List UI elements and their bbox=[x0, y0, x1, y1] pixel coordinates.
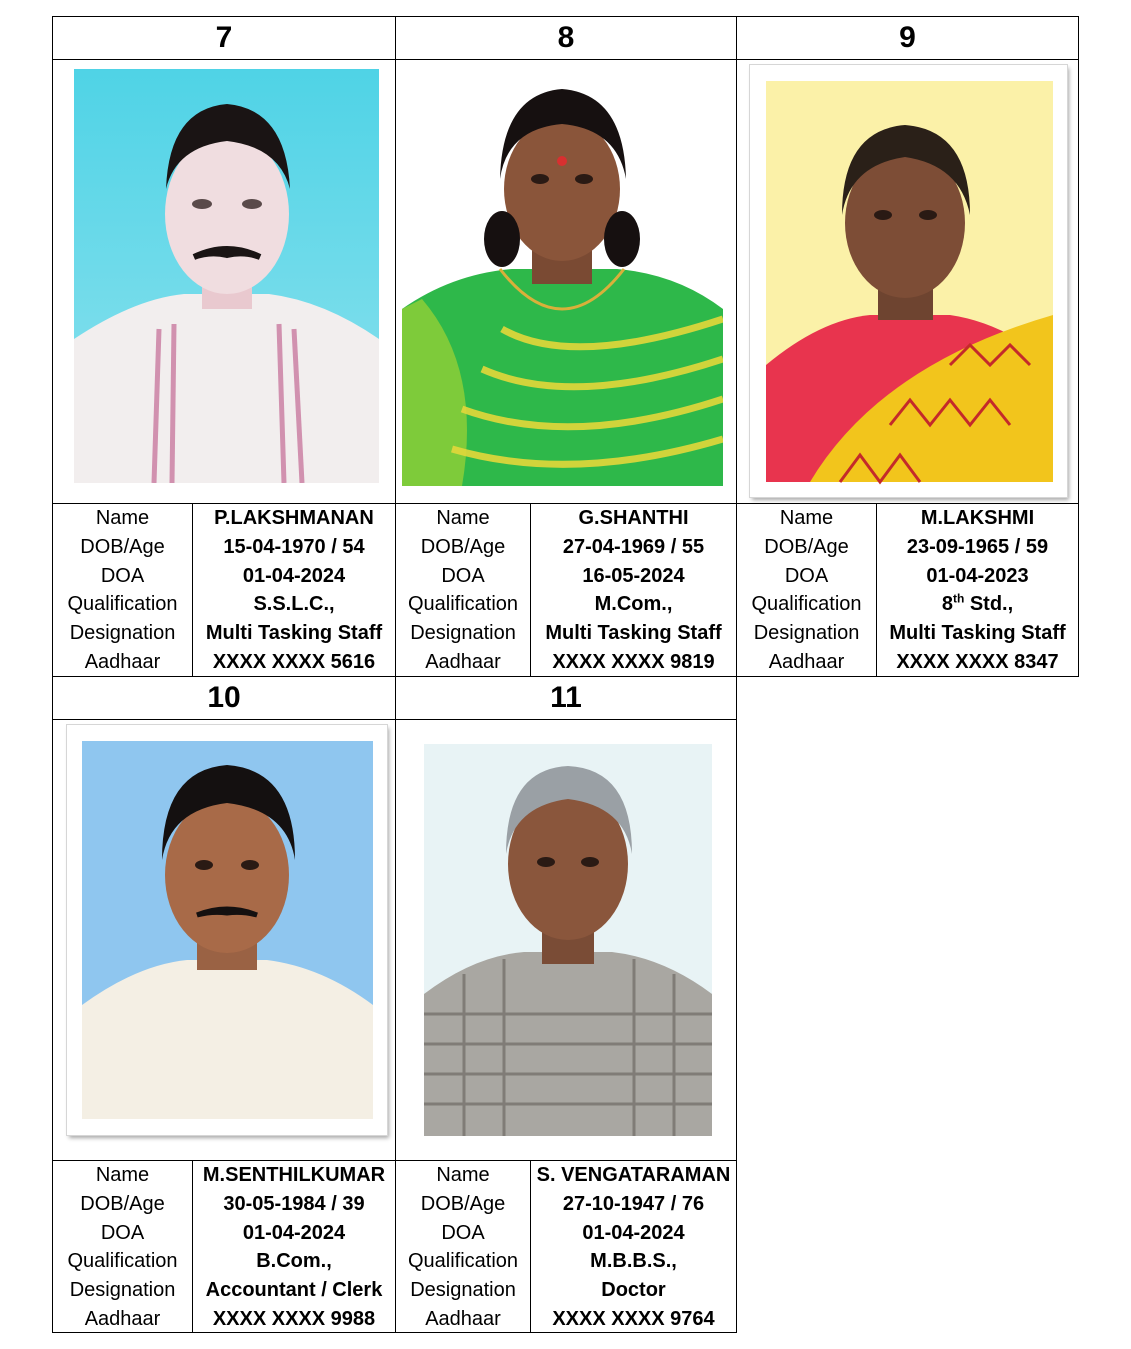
value-name: M.LAKSHMI bbox=[920, 507, 1035, 529]
label-doa: DOA bbox=[100, 564, 145, 587]
staff-photo bbox=[67, 725, 387, 1135]
label-aadhaar: Aadhaar bbox=[425, 1307, 501, 1330]
label-dob-age: DOB/Age bbox=[420, 535, 506, 558]
label-dob-age: DOB/Age bbox=[80, 1192, 165, 1215]
value-aadhaar: XXXX XXXX 9764 bbox=[552, 1307, 715, 1330]
staff-number: 11 bbox=[396, 677, 736, 720]
staff-info-table bbox=[53, 503, 395, 676]
label-doa: DOA bbox=[441, 564, 485, 587]
value-dob-age: 30-05-1984 / 39 bbox=[223, 1192, 365, 1215]
value-doa: 16-05-2024 bbox=[582, 564, 685, 587]
value-designation: Accountant / Clerk bbox=[205, 1279, 383, 1302]
label-doa: DOA bbox=[441, 1221, 485, 1244]
value-doa: 01-04-2023 bbox=[926, 564, 1029, 587]
value-qualification: 8th Std., bbox=[941, 591, 1014, 616]
value-dob-age: 23-09-1965 / 59 bbox=[906, 535, 1049, 558]
label-designation: Designation bbox=[69, 1279, 176, 1302]
staff-card-8 bbox=[395, 16, 737, 677]
value-name: P.LAKSHMANAN bbox=[214, 507, 374, 529]
value-designation: Doctor bbox=[601, 1279, 666, 1302]
value-doa: 01-04-2024 bbox=[242, 1221, 346, 1244]
staff-card-10 bbox=[52, 676, 396, 1333]
value-qualification: M.Com., bbox=[594, 593, 673, 616]
value-qualification: S.S.L.C., bbox=[253, 593, 335, 616]
staff-number: 8 bbox=[396, 17, 736, 60]
value-aadhaar: XXXX XXXX 8347 bbox=[896, 650, 1059, 673]
value-designation: Multi Tasking Staff bbox=[889, 622, 1066, 645]
label-qualification: Qualification bbox=[67, 1250, 178, 1273]
label-name: Name bbox=[436, 1164, 490, 1186]
staff-info-table bbox=[396, 1160, 736, 1332]
value-doa: 01-04-2024 bbox=[582, 1221, 685, 1244]
value-doa: 01-04-2024 bbox=[242, 564, 346, 587]
staff-card-7 bbox=[52, 16, 396, 677]
staff-number: 9 bbox=[737, 17, 1078, 60]
staff-info-table bbox=[396, 503, 736, 676]
value-name: G.SHANTHI bbox=[578, 507, 689, 529]
label-designation: Designation bbox=[753, 622, 860, 645]
label-qualification: Qualification bbox=[407, 1250, 519, 1273]
label-dob-age: DOB/Age bbox=[80, 535, 165, 558]
label-qualification: Qualification bbox=[67, 593, 178, 616]
value-dob-age: 15-04-1970 / 54 bbox=[223, 535, 365, 558]
staff-card-11 bbox=[395, 676, 737, 1333]
value-name: S. VENGATARAMAN bbox=[536, 1164, 731, 1186]
staff-number: 7 bbox=[53, 17, 395, 60]
staff-photo bbox=[424, 744, 712, 1136]
label-designation: Designation bbox=[410, 1279, 516, 1302]
value-qualification: B.Com., bbox=[256, 1250, 332, 1273]
value-aadhaar: XXXX XXXX 9988 bbox=[212, 1307, 376, 1330]
value-dob-age: 27-04-1969 / 55 bbox=[562, 535, 705, 558]
staff-photo bbox=[402, 69, 723, 486]
value-dob-age: 27-10-1947 / 76 bbox=[562, 1192, 705, 1215]
label-dob-age: DOB/Age bbox=[764, 535, 849, 558]
label-name: Name bbox=[779, 507, 834, 529]
label-designation: Designation bbox=[69, 622, 176, 645]
staff-info-table bbox=[737, 503, 1078, 676]
label-designation: Designation bbox=[410, 622, 516, 645]
label-name: Name bbox=[436, 507, 490, 529]
label-aadhaar: Aadhaar bbox=[84, 650, 161, 673]
label-qualification: Qualification bbox=[751, 593, 862, 616]
value-qualification: M.B.B.S., bbox=[590, 1250, 677, 1273]
staff-photo bbox=[74, 69, 379, 483]
value-designation: Multi Tasking Staff bbox=[205, 622, 383, 645]
label-aadhaar: Aadhaar bbox=[84, 1307, 161, 1330]
value-name: M.SENTHILKUMAR bbox=[202, 1164, 386, 1186]
staff-info-table bbox=[53, 1160, 395, 1332]
label-qualification: Qualification bbox=[407, 593, 519, 616]
staff-card-9 bbox=[736, 16, 1079, 677]
label-aadhaar: Aadhaar bbox=[425, 650, 501, 673]
staff-number: 10 bbox=[53, 677, 395, 720]
value-designation: Multi Tasking Staff bbox=[545, 622, 722, 645]
label-name: Name bbox=[95, 1164, 150, 1186]
value-aadhaar: XXXX XXXX 9819 bbox=[552, 650, 715, 673]
label-aadhaar: Aadhaar bbox=[768, 650, 845, 673]
label-name: Name bbox=[95, 507, 150, 529]
label-doa: DOA bbox=[100, 1221, 145, 1244]
value-aadhaar: XXXX XXXX 5616 bbox=[212, 650, 376, 673]
label-dob-age: DOB/Age bbox=[420, 1192, 506, 1215]
staff-photo bbox=[750, 65, 1067, 497]
label-doa: DOA bbox=[784, 564, 829, 587]
